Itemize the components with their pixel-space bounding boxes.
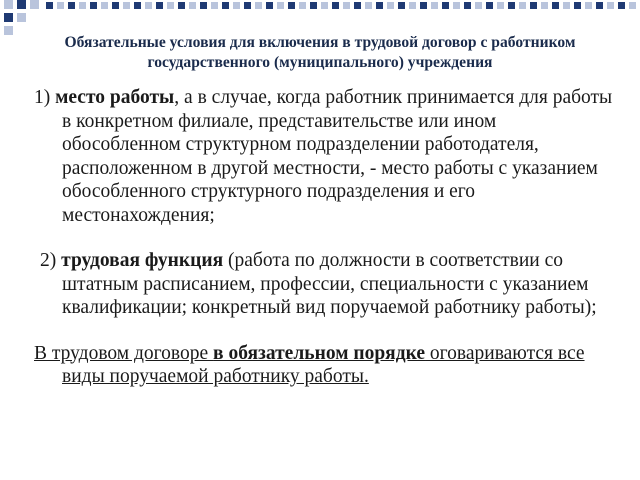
item-number: 2) — [40, 250, 62, 271]
item-text: , а в случае, когда работник принимается для работы в конкретном филиале, представительстве или ином обособленном структурном подразделении работодателя, расположенном в другой местности, - место работы с указанием обособленного структурного подразделения и его местонахождения; — [62, 87, 613, 226]
note-paragraph — [34, 342, 614, 389]
list-item — [34, 249, 614, 320]
note-emphasis: в обязательном порядке — [213, 342, 426, 364]
note-text-after: оговариваются все виды поручаемой работнику работы. — [62, 342, 585, 387]
item-number: 1) — [34, 87, 56, 108]
note-text-before: В трудовом договоре — [34, 342, 214, 364]
slide-content — [34, 86, 614, 389]
list-item — [34, 86, 614, 227]
item-term: место работы — [55, 87, 175, 108]
item-text: (работа по должности в соответствии со штатным расписанием, профессии, специальности с указанием квалификации; конкретный вид поручаемой работнику работы); — [62, 250, 597, 318]
page-title: Обязательные условия для включения в трудовой договор с работником государственного (муниципального) учреждения — [64, 34, 576, 71]
item-term: трудовая функция — [61, 250, 224, 271]
